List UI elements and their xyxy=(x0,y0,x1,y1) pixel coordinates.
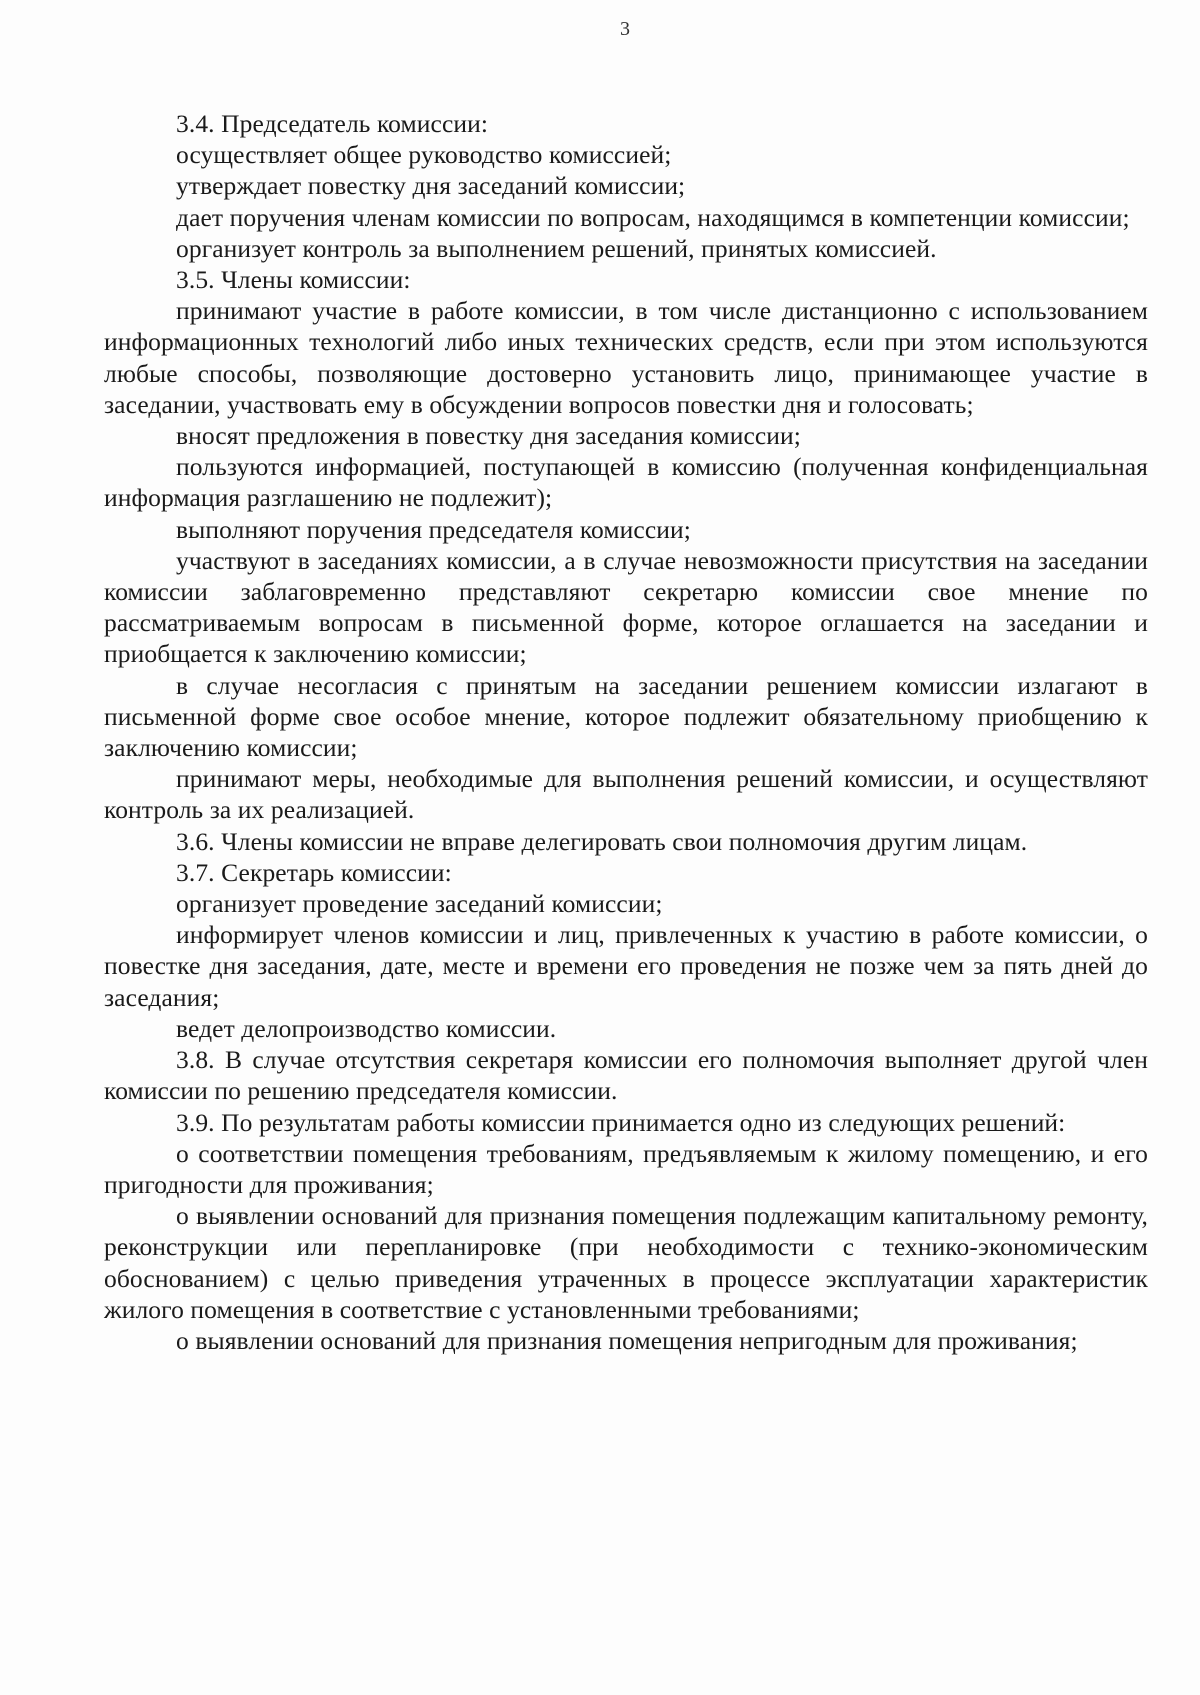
paragraph: организует проведение заседаний комиссии; xyxy=(176,889,663,919)
paragraph: участвуют в заседаниях комиссии, а в случае невозможности присутствия на заседании комиссии заблаговременно представляют секретарю комиссии свое мнение по рассматриваемым вопросам в письменной форме, которое оглашается на заседании и приобщается к заключению комиссии; xyxy=(104,545,1148,669)
paragraph-3-5-heading: 3.5. Члены комиссии: xyxy=(176,265,411,295)
paragraph-3-6: 3.6. Члены комиссии не вправе делегировать свои полномочия другим лицам. xyxy=(176,826,1028,856)
paragraph: о соответствии помещения требованиям, предъявляемым к жилому помещению, и его пригодности для проживания; xyxy=(104,1138,1148,1199)
paragraph: о выявлении оснований для признания помещения подлежащим капитальному ремонту, реконструкции или перепланировке (при необходимости с технико-экономическим обоснованием) с целью приведения утраченных в процессе эксплуатации характеристик жилого помещения в соответствие с установленными требованиями; xyxy=(104,1201,1148,1324)
document-body xyxy=(104,108,1148,1356)
paragraph: утверждает повестку дня заседаний комиссии; xyxy=(176,171,686,201)
paragraph: информирует членов комиссии и лиц, привлеченных к участию в работе комиссии, о повестке дня заседания, дате, месте и времени его проведения не позже чем за пять дней до заседания; xyxy=(104,920,1148,1012)
paragraph: о выявлении оснований для признания помещения непригодным для проживания; xyxy=(176,1325,1078,1355)
paragraph: вносят предложения в повестку дня заседания комиссии; xyxy=(176,421,801,451)
paragraph-3-7-heading: 3.7. Секретарь комиссии: xyxy=(176,857,452,887)
paragraph: принимают участие в работе комиссии, в том числе дистанционно с использованием информационных технологий либо иных технических средств, если при этом используются любые способы, позволяющие достоверно установить лицо, принимающее участие в заседании, участвовать ему в обсуждении вопросов повестки дня и голосовать; xyxy=(104,296,1148,419)
paragraph: ведет делопроизводство комиссии. xyxy=(176,1013,557,1043)
paragraph: осуществляет общее руководство комиссией; xyxy=(176,140,672,170)
paragraph: выполняют поручения председателя комиссии; xyxy=(176,514,691,544)
paragraph: пользуются информацией, поступающей в комиссию (полученная конфиденциальная информация разглашению не подлежит); xyxy=(104,452,1148,513)
paragraph: в случае несогласия с принятым на заседании решением комиссии излагают в письменной форме свое особое мнение, которое подлежит обязательному приобщению к заключению комиссии; xyxy=(104,670,1148,763)
paragraph-3-8: 3.8. В случае отсутствия секретаря комиссии его полномочия выполняет другой член комиссии по решению председателя комиссии. xyxy=(104,1045,1148,1106)
paragraph: организует контроль за выполнением решений, принятых комиссией. xyxy=(176,233,937,263)
paragraph: принимают меры, необходимые для выполнения решений комиссии, и осуществляют контроль за их реализацией. xyxy=(104,764,1148,825)
paragraph-3-9-heading: 3.9. По результатам работы комиссии принимается одно из следующих решений: xyxy=(176,1107,1066,1137)
paragraph-3-4-heading: 3.4. Председатель комиссии: xyxy=(176,109,489,138)
page-number: 3 xyxy=(620,18,630,40)
paragraph: дает поручения членам комиссии по вопросам, находящимся в компетенции комиссии; xyxy=(176,202,1130,232)
